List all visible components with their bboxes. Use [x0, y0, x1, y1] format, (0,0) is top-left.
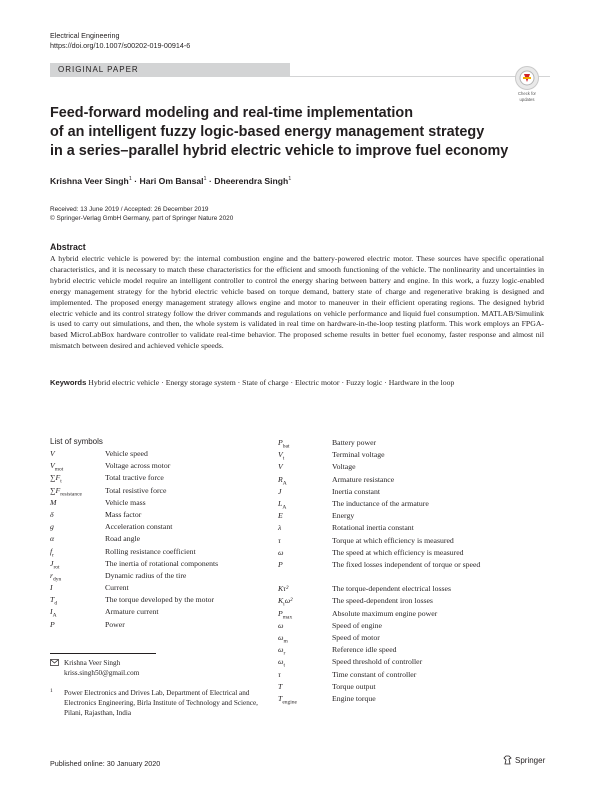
symbol-subscript: d [54, 600, 58, 607]
symbol-base: J [278, 486, 282, 496]
symbol-subscript: resistance [60, 491, 82, 498]
published-date: Published online: 30 January 2020 [50, 759, 161, 768]
corresponding-name: Krishna Veer Singh [64, 659, 121, 667]
symbol [50, 582, 105, 594]
symbol [50, 460, 105, 472]
symbol-description: Inertia constant [332, 486, 380, 496]
symbol-row [50, 570, 218, 582]
symbol-description: Terminal voltage [332, 450, 385, 460]
symbol-description: Time constant of controller [332, 669, 417, 679]
affiliation-text: Power Electronics and Drives Lab, Department of Electrical and Electronics Engineering, Birla Institute of Technology and Science, Pilani, Rajasthan, India [64, 689, 258, 717]
symbol-base: f [50, 546, 53, 556]
symbol-base: ∑F [50, 485, 61, 495]
symbol [50, 521, 105, 533]
symbol-base: P [278, 559, 283, 569]
symbol-subscript: mot [54, 466, 64, 473]
symbol [278, 644, 332, 656]
symbol-description: Total resistive force [105, 485, 167, 495]
symbol-base: α [50, 534, 55, 544]
symbol-subscript: r [283, 650, 286, 657]
symbol-row [50, 509, 218, 521]
symbol [50, 570, 105, 582]
symbol [50, 546, 105, 558]
symbol-description: The inductance of the armature [332, 498, 429, 508]
symbol-subscript: max [282, 614, 293, 621]
symbol-description: Armature current [105, 607, 159, 617]
symbol-row [50, 521, 218, 533]
symbol-row [50, 448, 218, 460]
symbol-row [278, 583, 552, 595]
symbol-base: ω [278, 657, 284, 667]
crossmark-icon [515, 66, 539, 90]
symbol-base: I [50, 607, 53, 617]
journal-doi[interactable]: https://doi.org/10.1007/s00202-019-00914-6 [50, 41, 191, 50]
symbol-description: The inertia of rotational components [105, 558, 219, 568]
author-list [50, 176, 291, 186]
author-separator: · [134, 176, 138, 186]
symbol-base: P [50, 619, 55, 629]
symbol-row [278, 595, 552, 607]
corresponding-author [50, 658, 139, 678]
symbol-base: E [278, 511, 283, 521]
symbol-base: r [50, 570, 54, 580]
affiliation [50, 688, 270, 718]
symbol-base: T [278, 681, 283, 691]
received-accepted: Received: 13 June 2019 / Accepted: 26 December 2019 [50, 206, 209, 213]
symbol-row [278, 644, 552, 656]
symbol-row [278, 449, 552, 461]
symbol [278, 547, 332, 559]
envelope-icon [50, 659, 59, 669]
symbol-subscript: m [283, 638, 288, 645]
title-line: Feed-forward modeling and real-time implementation [50, 105, 414, 121]
symbol-base: ω [278, 645, 284, 655]
symbol [278, 510, 332, 522]
symbol-row [50, 497, 218, 509]
symbol-base: T [50, 595, 55, 605]
symbol-subscript: r [52, 552, 54, 559]
symbol-description: Vehicle mass [105, 497, 146, 507]
symbol [50, 448, 105, 460]
symbol-base: L [278, 498, 283, 508]
abstract-heading: Abstract [50, 242, 86, 252]
symbol-row [278, 656, 552, 668]
symbol-description: Torque output [332, 681, 376, 691]
journal-name: Electrical Engineering [50, 31, 120, 40]
symbol-description: Dynamic radius of the tire [105, 570, 187, 580]
keywords-list: Hybrid electric vehicle · Energy storage system · State of charge · Electric motor · Fuzzy logic · Hardware in the loop [88, 378, 455, 387]
symbol-row [50, 533, 218, 545]
symbol [278, 559, 332, 583]
symbol-base: P [278, 608, 283, 618]
symbol-description: Vehicle speed [105, 449, 148, 458]
author-name[interactable]: Dheerendra Singh [214, 176, 289, 186]
symbol [278, 461, 332, 473]
symbol-base: λ [278, 523, 282, 533]
symbol-description: The fixed losses independent of torque or speed [332, 559, 481, 569]
author-name[interactable]: Hari Om Bansal [139, 176, 204, 186]
symbol [278, 437, 332, 449]
symbol [278, 632, 332, 644]
symbol [278, 498, 332, 510]
symbol-description: Road angle [105, 534, 141, 544]
symbol-row [50, 558, 218, 570]
symbol-description: Current [105, 583, 129, 593]
symbol-row [278, 559, 552, 583]
symbol [50, 497, 105, 509]
symbol-row [278, 681, 552, 693]
symbol [278, 595, 332, 607]
symbol-base: V [278, 462, 283, 472]
symbol-description: The speed at which efficiency is measured [332, 547, 464, 557]
symbol-row [278, 474, 552, 486]
symbol [278, 522, 332, 534]
symbol-row [278, 461, 552, 473]
symbol-base: ω [278, 547, 284, 557]
symbol-base: P [278, 438, 283, 447]
symbol-description: The torque-dependent electrical losses [332, 584, 451, 594]
symbol-description: Voltage [332, 462, 356, 472]
symbol-subscript: A [282, 480, 287, 487]
abstract-body: A hybrid electric vehicle is powered by: the internal combustion engine and the battery-powered electric motor. These sources have specific operational characteristics, and it is necessary to match these characteristics for the efficient and smooth functioning of the vehicle. The nonlinearity and uncertainties in hybrid electric vehicle model require an intelligent controller to control the energy sharing between battery and engine. In this work, a fuzzy logic-enabled energy management strategy for the hybrid electric vehicle based on torque demand, battery state of charge and regenerative braking is designed and implemented. The proposed energy management strategy allows engine and motor to maneuver in their efficient operating regions. The designed hybrid electric vehicle and its control strategy follow the driver commands and regulations on vehicle performance and liquid fuel consumption. MATLAB/Simulink is used to carry out simulations, and then, the whole system is validated in real time on hardware-in-the-loop testing platform. This work employs an FPGA-based MicroLabBox hardware controller to validate real-time behavior. The proposed scheme results in better fuel economy, faster response and almost nil mismatch between desired and achieved vehicle speeds. [50, 254, 544, 351]
article-dates [50, 205, 233, 223]
symbol-row [278, 669, 552, 681]
symbol [278, 583, 332, 595]
symbol-description: Armature resistance [332, 474, 395, 484]
springer-horse-icon [503, 755, 512, 765]
symbol [50, 619, 105, 631]
symbol-subscript: bat [282, 443, 290, 450]
symbol-description: Acceleration constant [105, 522, 173, 532]
symbol [278, 693, 332, 705]
symbol-row [278, 437, 552, 449]
symbol-base: V [278, 450, 283, 460]
symbol-description: Battery power [332, 438, 377, 447]
symbol-description: Mass factor [105, 509, 142, 519]
symbol-subscript: t [60, 478, 62, 485]
symbols-left-column [50, 448, 218, 631]
article-type-band: ORIGINAL PAPER [50, 63, 290, 77]
symbol-row [50, 582, 218, 594]
symbol-row [50, 594, 218, 606]
symbol-subscript: A [52, 612, 57, 619]
symbol-description: Speed of engine [332, 620, 382, 630]
symbol [50, 485, 105, 497]
symbol-base: ∑F [50, 473, 61, 483]
copyright-notice: © Springer-Verlag GmbH Germany, part of Springer Nature 2020 [50, 215, 234, 222]
author-affiliation-mark: 1 [203, 176, 207, 183]
symbol-description: Total tractive force [105, 473, 164, 483]
symbol-row [278, 498, 552, 510]
symbol [278, 620, 332, 632]
symbol-row [278, 632, 552, 644]
symbol-base: V [50, 449, 55, 458]
symbol-subscript: rot [53, 564, 60, 571]
symbol [278, 681, 332, 693]
symbol-row [50, 619, 218, 631]
symbol-subscript: i [283, 602, 285, 608]
publisher-name: Springer [515, 755, 546, 765]
symbol-description: Speed of motor [332, 633, 380, 643]
symbol [278, 474, 332, 486]
title-line: in a series–parallel hybrid electric vehicle to improve fuel economy [50, 143, 509, 159]
title-line: of an intelligent fuzzy logic-based energy management strategy [50, 124, 485, 140]
symbol-row [50, 460, 218, 472]
symbol-row [278, 510, 552, 522]
footnote-rule [50, 653, 156, 654]
symbol-description: Power [105, 619, 125, 629]
symbol-row [278, 486, 552, 498]
symbol-base: M [50, 497, 57, 507]
symbol-subscript: t [283, 662, 286, 669]
symbol [278, 669, 332, 681]
symbol-row [278, 693, 552, 705]
check-for-updates-badge[interactable] [512, 66, 542, 100]
symbol-description: Voltage across motor [105, 461, 171, 471]
symbol-row [50, 472, 218, 484]
author-name[interactable]: Krishna Veer Singh [50, 176, 129, 186]
symbol-description: Torque at which efficiency is measured [332, 535, 454, 545]
symbol-row [278, 608, 552, 620]
badge-label-2: updates [519, 97, 535, 102]
symbol-base: ω [278, 620, 284, 630]
symbol-description: Reference idle speed [332, 645, 397, 655]
badge-label-1: Check for [518, 91, 536, 96]
symbol-description: Engine torque [332, 693, 376, 703]
symbol-description: Speed threshold of controller [332, 657, 423, 667]
symbol [278, 486, 332, 498]
symbol-suffix: ω² [284, 596, 293, 606]
symbol-subscript: A [282, 504, 287, 511]
symbol-base: I [50, 583, 53, 593]
symbol-description: Absolute maximum engine power [332, 608, 438, 618]
symbol-row [278, 620, 552, 632]
symbol [50, 472, 105, 484]
symbol-description: The torque developed by the motor [105, 595, 215, 605]
symbol [278, 449, 332, 461]
keywords [50, 378, 544, 389]
band-rule [290, 76, 550, 77]
symbol [50, 558, 105, 570]
symbol [50, 509, 105, 521]
symbol [50, 606, 105, 618]
author-separator: · [208, 176, 212, 186]
article-title [50, 104, 550, 161]
author-affiliation-mark: 1 [128, 176, 132, 183]
symbol-description: Rotational inertia constant [332, 523, 414, 533]
keywords-label: Keywords [50, 378, 87, 387]
symbol-base: R [278, 474, 283, 484]
symbol-description: The speed-dependent iron losses [332, 596, 433, 606]
symbol-base: V [50, 461, 55, 471]
symbol-base: τ [278, 535, 281, 545]
symbol-row [278, 522, 552, 534]
symbol-base: τ [278, 669, 281, 679]
symbol [50, 594, 105, 606]
symbol-base: ω [278, 633, 284, 643]
publisher-logo[interactable] [503, 755, 545, 765]
symbol [278, 656, 332, 668]
symbol-description: Energy [332, 511, 355, 521]
symbol [278, 608, 332, 620]
symbol-description: Rolling resistance coefficient [105, 546, 196, 556]
symbol-subscript: engine [282, 699, 297, 706]
symbol-base: δ [50, 509, 54, 519]
symbol-row [278, 547, 552, 559]
symbol-row [50, 606, 218, 618]
symbol [50, 533, 105, 545]
affiliation-number: 1 [50, 688, 53, 694]
symbols-right-column [278, 437, 552, 705]
symbol-base: g [50, 522, 54, 532]
symbol-base: J [50, 558, 54, 568]
symbol-row [50, 546, 218, 558]
corresponding-email[interactable]: kriss.singh50@gmail.com [64, 669, 140, 677]
symbol-base: T [278, 693, 283, 703]
symbol-subscript: dyn [53, 576, 62, 583]
journal-header [50, 31, 190, 51]
symbols-heading: List of symbols [50, 437, 103, 446]
symbol-base: K [278, 596, 284, 606]
symbol [278, 535, 332, 547]
symbol-row [50, 485, 218, 497]
symbol-base: Kτ² [278, 584, 289, 594]
author-affiliation-mark: 1 [288, 176, 292, 183]
symbol-subscript: t [282, 455, 285, 462]
symbol-row [278, 535, 552, 547]
